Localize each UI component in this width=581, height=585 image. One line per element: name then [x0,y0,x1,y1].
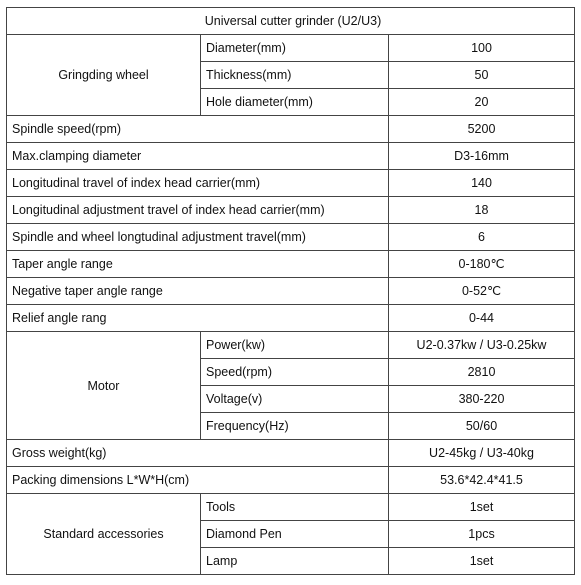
param-value: 50/60 [389,413,575,440]
table-row [7,467,575,494]
param-value: 53.6*42.4*41.5 [389,467,575,494]
param-name: Speed(rpm) [201,359,389,386]
param-name: Max.clamping diameter [7,143,389,170]
table-title: Universal cutter grinder (U2/U3) [7,8,575,35]
param-value: 0-52℃ [389,278,575,305]
param-value: 1set [389,548,575,575]
table-row [7,116,575,143]
table-row [7,170,575,197]
param-value: 380-220 [389,386,575,413]
table-row [7,224,575,251]
table-row [7,197,575,224]
param-name: Packing dimensions L*W*H(cm) [7,467,389,494]
param-value: 50 [389,62,575,89]
param-value: U2-45kg / U3-40kg [389,440,575,467]
param-name: Gross weight(kg) [7,440,389,467]
param-name: Frequency(Hz) [201,413,389,440]
table-row [7,494,575,521]
table-row [7,440,575,467]
param-value: 2810 [389,359,575,386]
param-name: Thickness(mm) [201,62,389,89]
param-name: Lamp [201,548,389,575]
param-value: 20 [389,89,575,116]
param-name: Voltage(v) [201,386,389,413]
param-name: Longitudinal travel of index head carrier(mm) [7,170,389,197]
param-value: 100 [389,35,575,62]
group-label-grinding-wheel: Gringding wheel [7,35,201,116]
param-name: Power(kw) [201,332,389,359]
table-row [7,143,575,170]
param-name: Hole diameter(mm) [201,89,389,116]
param-value: 6 [389,224,575,251]
param-name: Diamond Pen [201,521,389,548]
spec-table [6,7,575,575]
param-value: 0-180℃ [389,251,575,278]
table-row [7,332,575,359]
table-row [7,305,575,332]
param-value: D3-16mm [389,143,575,170]
param-name: Negative taper angle range [7,278,389,305]
group-label-accessories: Standard accessories [7,494,201,575]
title-row [7,8,575,35]
table-row [7,278,575,305]
param-name: Diameter(mm) [201,35,389,62]
group-label-motor: Motor [7,332,201,440]
param-value: 18 [389,197,575,224]
param-name: Taper angle range [7,251,389,278]
param-name: Spindle and wheel longtudinal adjustment travel(mm) [7,224,389,251]
param-name: Tools [201,494,389,521]
param-value: 0-44 [389,305,575,332]
param-name: Relief angle rang [7,305,389,332]
table-row [7,35,575,62]
param-value: 1set [389,494,575,521]
param-value: 140 [389,170,575,197]
param-name: Spindle speed(rpm) [7,116,389,143]
param-value: 5200 [389,116,575,143]
param-value: U2-0.37kw / U3-0.25kw [389,332,575,359]
param-name: Longitudinal adjustment travel of index head carrier(mm) [7,197,389,224]
table-row [7,251,575,278]
param-value: 1pcs [389,521,575,548]
